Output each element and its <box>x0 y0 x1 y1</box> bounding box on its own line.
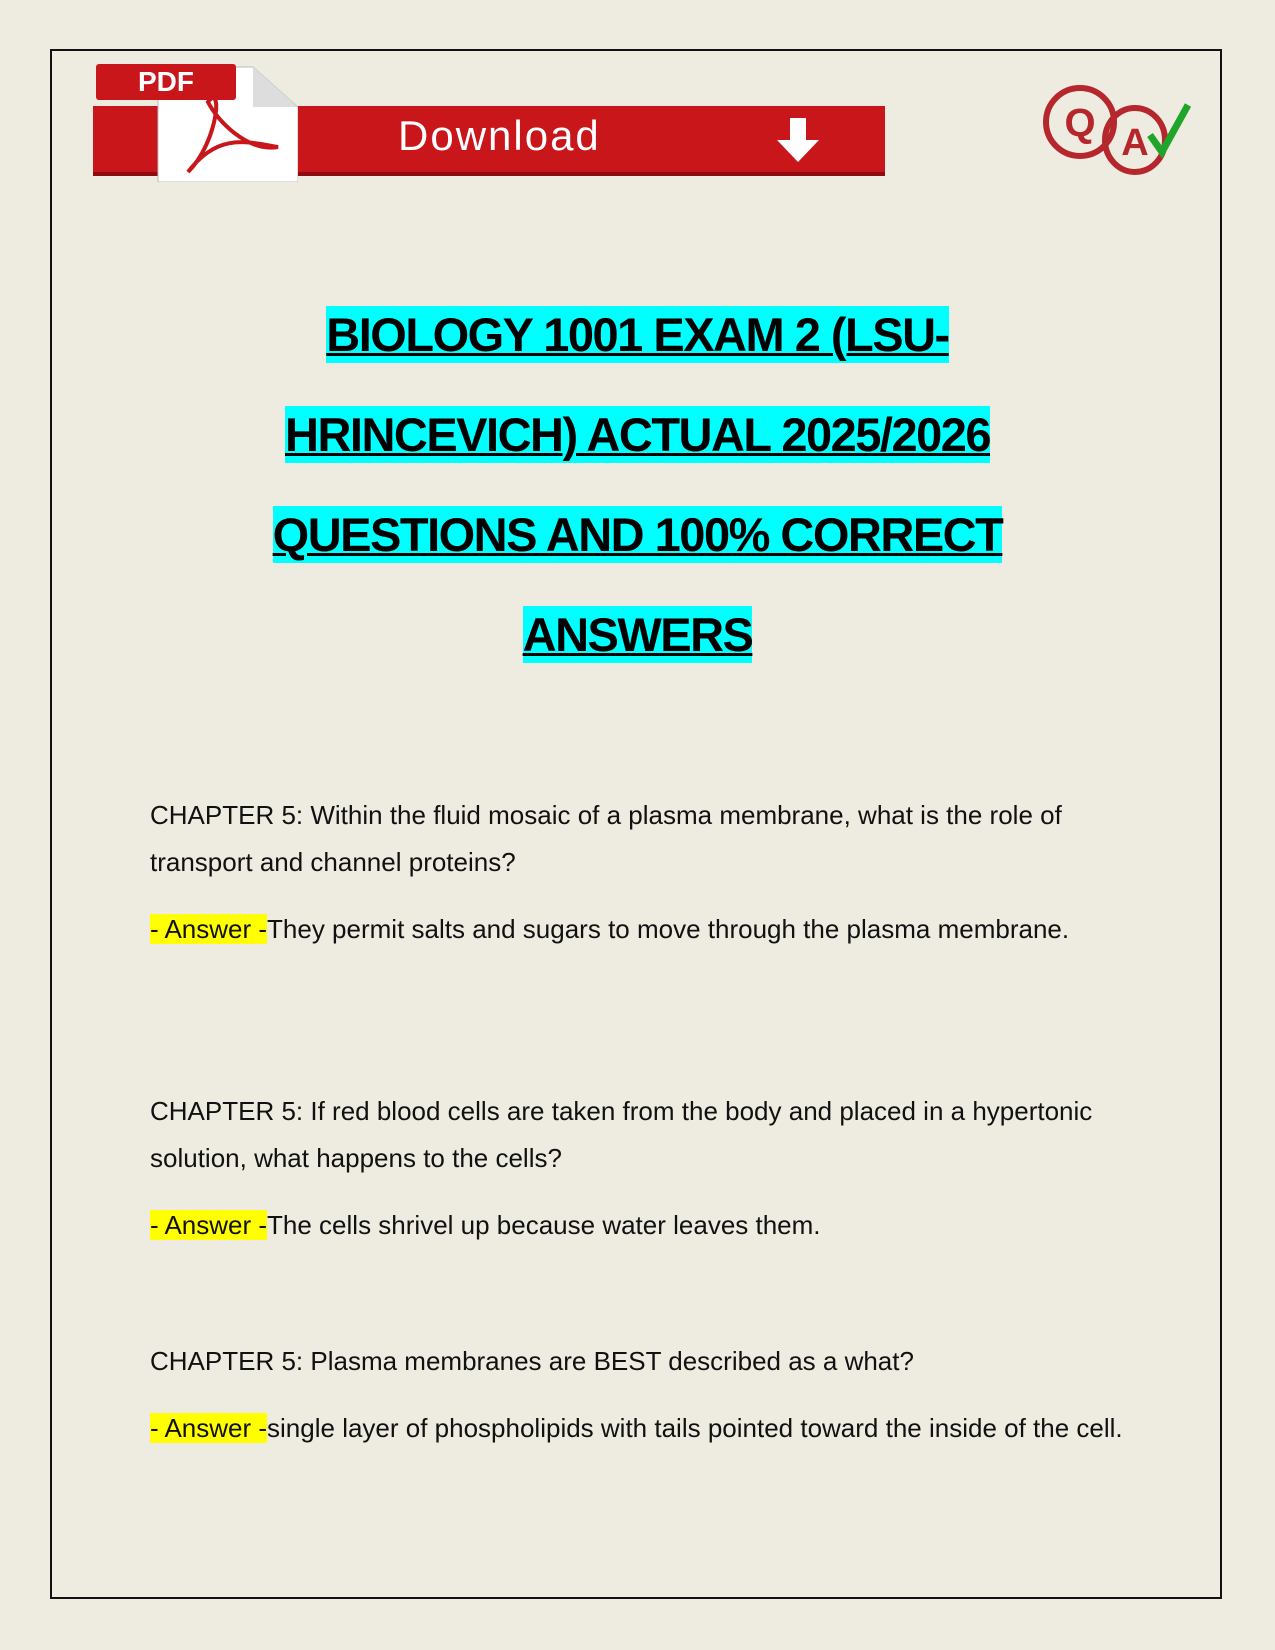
download-label: Download <box>398 112 601 159</box>
answer-text: They permit salts and sugars to move through the plasma membrane. <box>267 914 1070 944</box>
answer-text: single layer of phospholipids with tails pointed toward the inside of the cell. <box>267 1413 1123 1443</box>
title-line: QUESTIONS AND 100% CORRECT <box>272 508 1003 561</box>
question-text: CHAPTER 5: Within the fluid mosaic of a plasma membrane, what is the role of transport and channel proteins? <box>150 800 1062 877</box>
answer-prefix: - Answer - <box>150 914 268 944</box>
answer-prefix: - Answer - <box>150 1413 268 1443</box>
title-line: HRINCEVICH) ACTUAL 2025/2026 <box>285 408 990 461</box>
qa-item <box>150 792 1130 953</box>
answer-text: The cells shrivel up because water leaves them. <box>267 1210 821 1240</box>
svg-text:Q: Q <box>1064 101 1096 145</box>
svg-text:A: A <box>1121 122 1149 164</box>
pdf-download-banner[interactable] <box>93 62 885 182</box>
qa-logo-icon <box>1040 80 1210 180</box>
qa-item <box>150 1338 1130 1452</box>
answer-prefix: - Answer - <box>150 1210 268 1240</box>
document-title <box>80 300 1195 700</box>
down-arrow-icon <box>773 116 823 166</box>
question-text: CHAPTER 5: Plasma membranes are BEST described as a what? <box>150 1346 914 1376</box>
qa-item <box>150 1088 1130 1249</box>
title-line: ANSWERS <box>522 608 753 661</box>
pdf-tab: PDF <box>96 64 236 100</box>
title-line: BIOLOGY 1001 EXAM 2 (LSU- <box>326 308 949 361</box>
question-text: CHAPTER 5: If red blood cells are taken from the body and placed in a hypertonic solution, what happens to the cells? <box>150 1096 1093 1173</box>
